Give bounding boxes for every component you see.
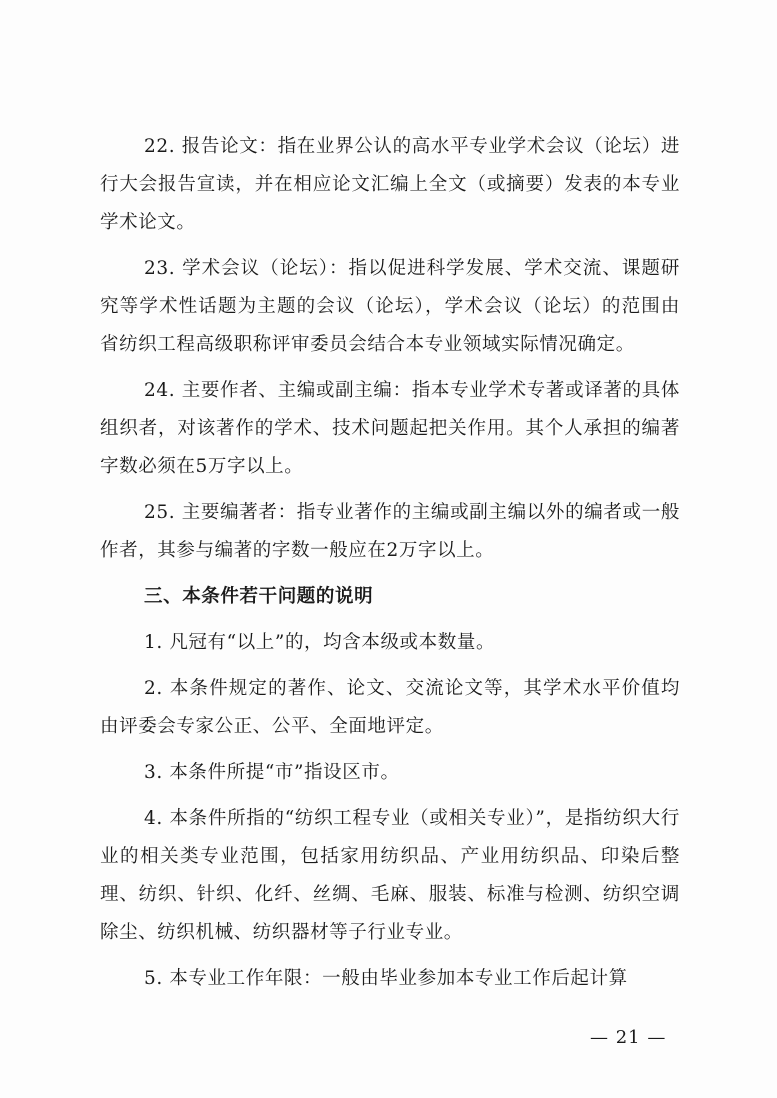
definition-25-paragraph: 25. 主要编著者：指专业著作的主编或副主编以外的编者或一般作者，其参与编著的字数一般应在2万字以上。	[100, 502, 680, 561]
definition-23-paragraph: 23. 学术会议（论坛）：指以促进科学发展、学术交流、课题研究等学术性话题为主题的会议（论坛），学术会议（论坛）的范围由省纺织工程高级职称评审委员会结合本专业领域实际情况确定。	[100, 258, 680, 355]
document-body	[100, 128, 680, 1006]
note-2-paragraph: 2. 本条件规定的著作、论文、交流论文等，其学术水平价值均由评委会专家公正、公平、全面地评定。	[100, 678, 680, 737]
note-3-paragraph: 3. 本条件所提“市”指设区市。	[144, 762, 400, 783]
note-5-paragraph: 5. 本专业工作年限：一般由毕业参加本专业工作后起计算	[144, 968, 628, 989]
note-4-paragraph: 4. 本条件所指的“纺织工程专业（或相关专业）”，是指纺织大行业的相关类专业范围，包括家用纺织品、产业用纺织品、印染后整理、纺织、针织、化纤、丝绸、毛麻、服装、标准与检测、纺织空调除尘、纺织机械、纺织器材等子行业专业。	[100, 808, 680, 943]
page-number: — 21 —	[590, 1027, 667, 1048]
definition-24-paragraph: 24. 主要作者、主编或副主编：指本专业学术专著或译著的具体组织者，对该著作的学术、技术问题起把关作用。其个人承担的编著字数必须在5万字以上。	[100, 380, 680, 477]
section-3-heading: 三、本条件若干问题的说明	[144, 586, 374, 607]
definition-22-paragraph: 22. 报告论文：指在业界公认的高水平专业学术会议（论坛）进行大会报告宣读，并在相应论文汇编上全文（或摘要）发表的本专业学术论文。	[100, 136, 680, 233]
note-1-paragraph: 1. 凡冠有“以上”的，均含本级或本数量。	[144, 632, 496, 653]
